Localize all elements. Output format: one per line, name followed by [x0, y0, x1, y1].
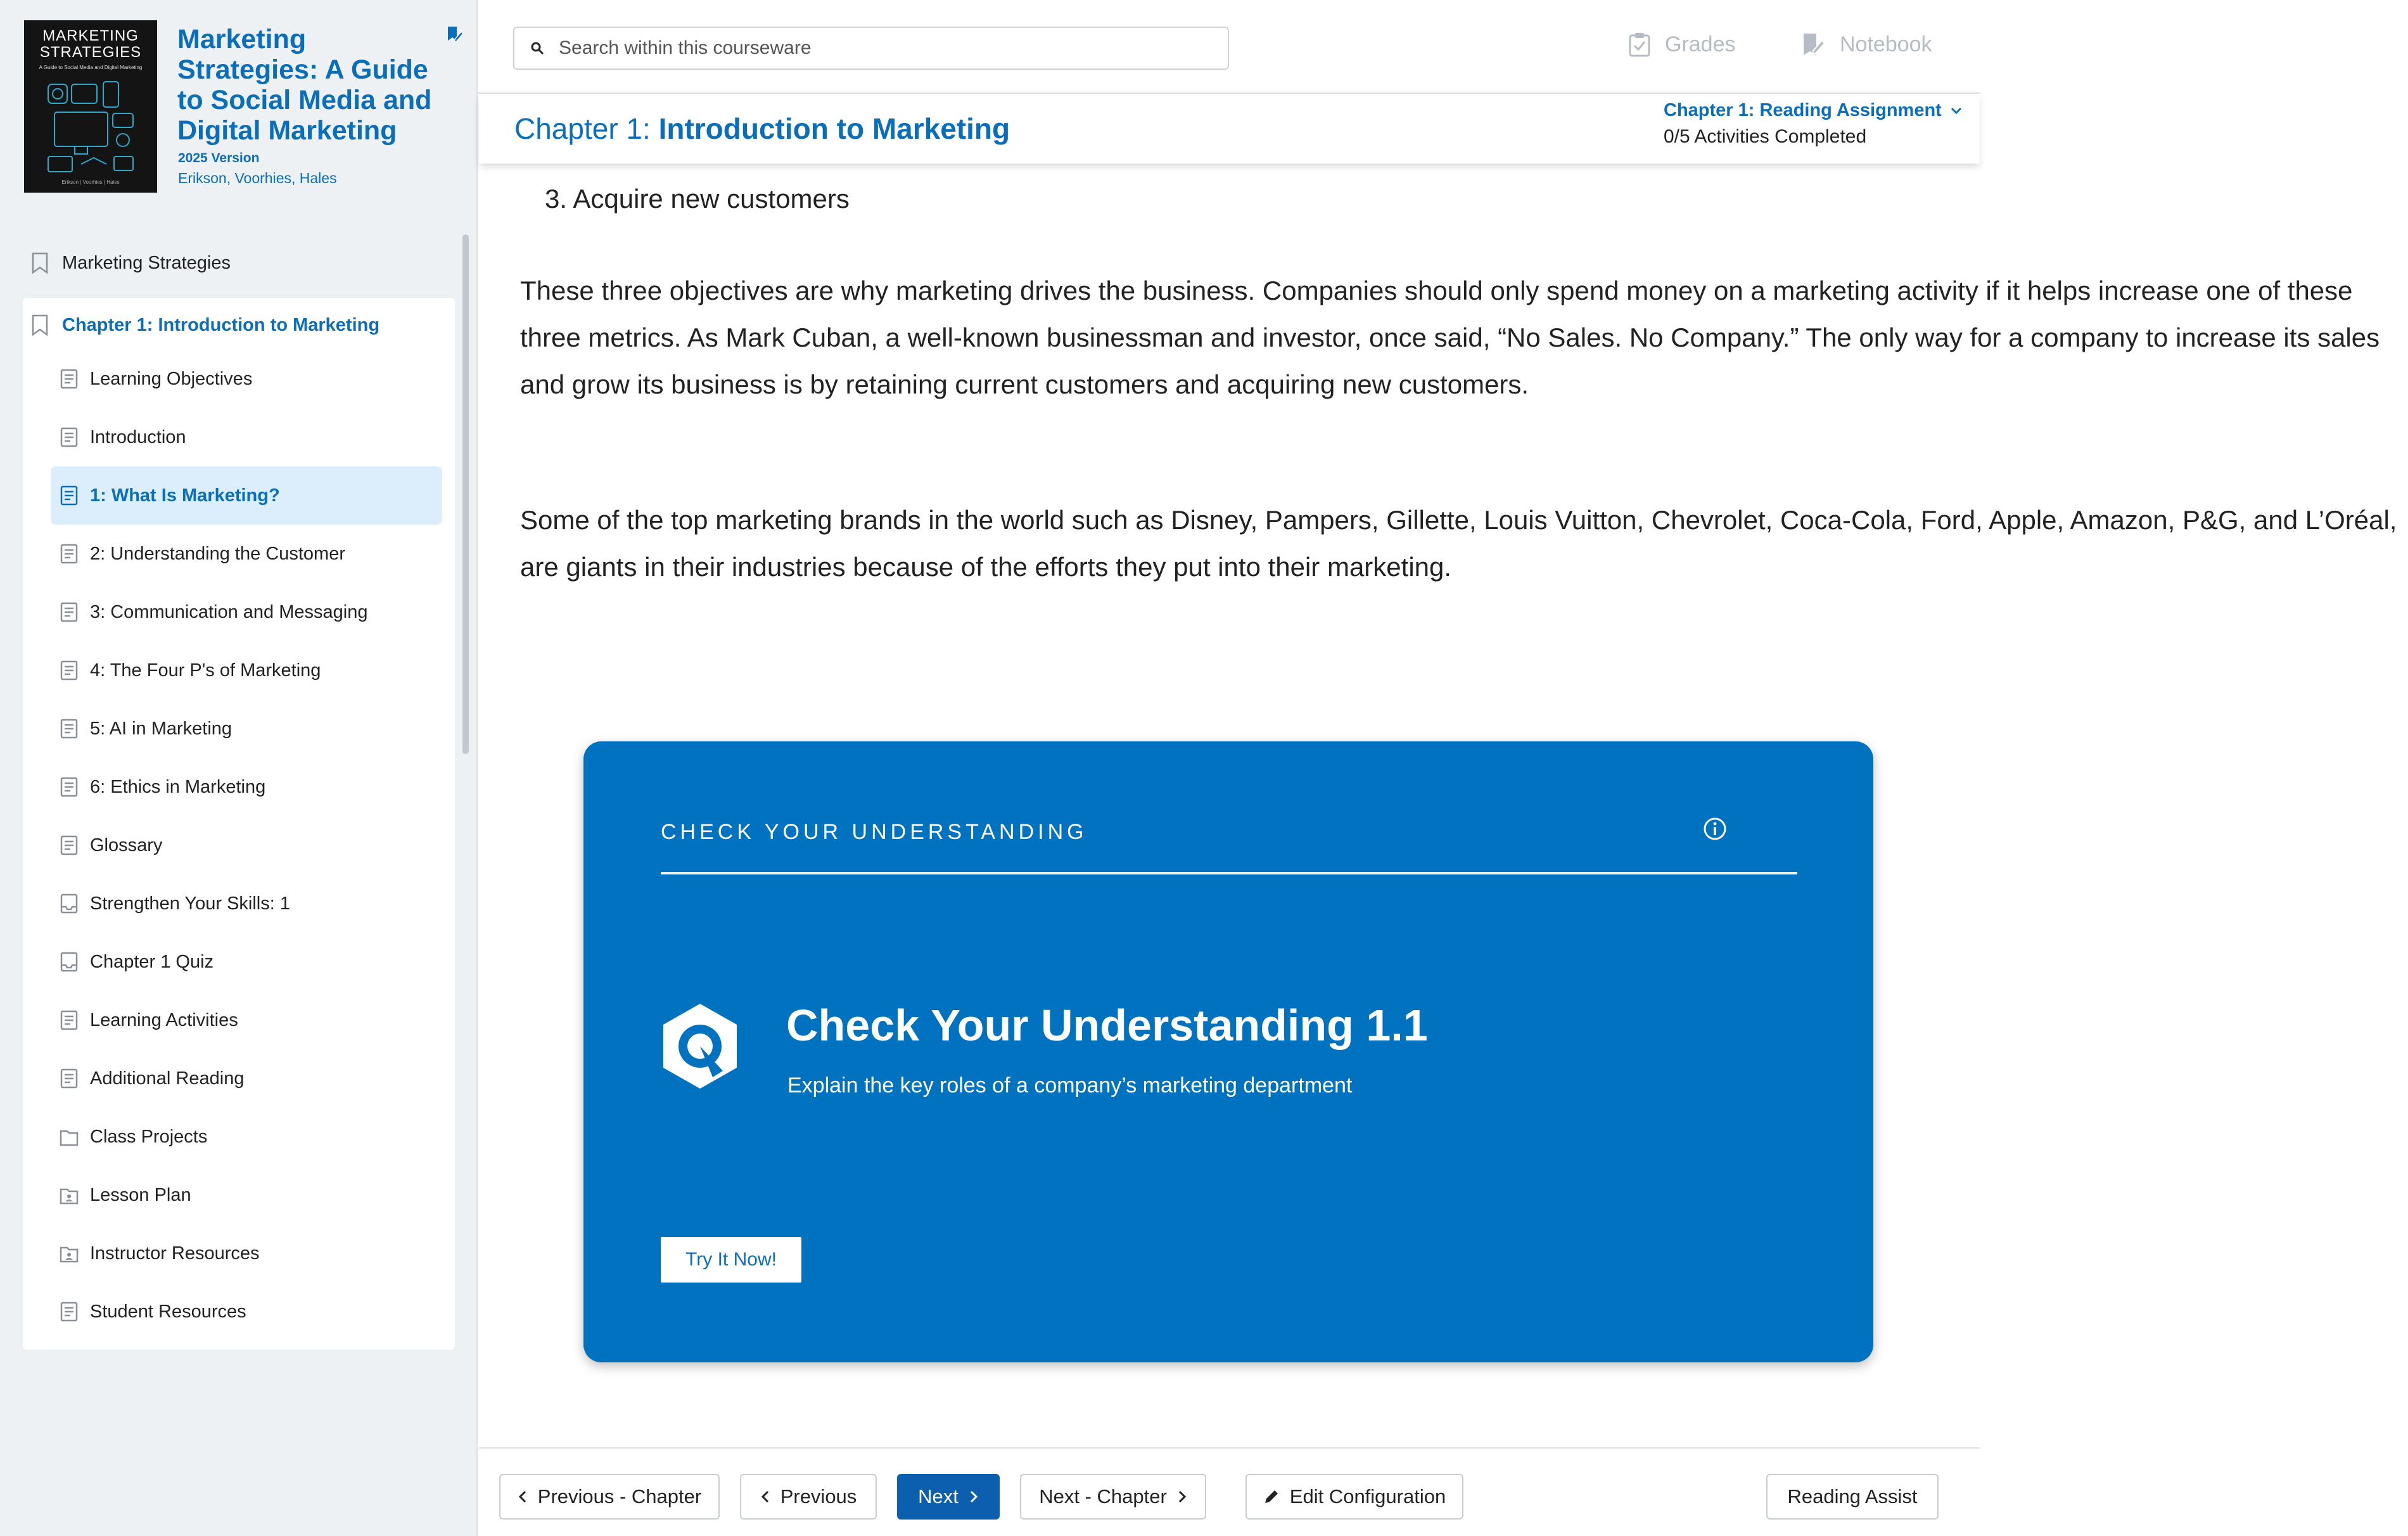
toc-item[interactable]	[51, 1108, 442, 1166]
toc-item-label: Strengthen Your Skills: 1	[90, 893, 290, 914]
card-title: Check Your Understanding 1.1	[786, 1001, 1428, 1050]
toc-item-label: Instructor Resources	[90, 1243, 260, 1264]
pencil-icon	[1263, 1488, 1280, 1505]
info-icon[interactable]	[1702, 816, 1728, 842]
edit-configuration-label: Edit Configuration	[1289, 1485, 1446, 1507]
page-icon	[60, 1009, 79, 1031]
chevron-left-icon	[518, 1489, 528, 1504]
search-box[interactable]	[513, 27, 1229, 70]
page-icon	[60, 776, 79, 798]
toc-item-label: Introduction	[90, 426, 186, 447]
card-eyebrow: CHECK YOUR UNDERSTANDING	[661, 820, 1088, 844]
toc-item[interactable]	[51, 991, 442, 1049]
inbox-icon	[60, 893, 79, 914]
reading-assist-button[interactable]	[1766, 1474, 1939, 1520]
page-icon	[60, 368, 79, 390]
cover-title: MARKETING STRATEGIES	[39, 27, 142, 61]
reading-assist-label: Reading Assist	[1787, 1485, 1918, 1507]
toc-item-label: Glossary	[90, 835, 163, 855]
toc-chapter-label: Chapter 1: Introduction to Marketing	[62, 314, 380, 335]
toc-item[interactable]	[51, 816, 442, 874]
inbox-icon	[60, 951, 79, 973]
folder-user-icon	[60, 1184, 79, 1206]
toc-item[interactable]	[51, 1283, 442, 1341]
notebook-label: Notebook	[1840, 32, 1932, 56]
toc-item-label: 5: AI in Marketing	[90, 718, 233, 739]
previous-label: Previous	[780, 1485, 857, 1507]
toc-item[interactable]	[51, 1166, 442, 1224]
bookmark-edit-icon[interactable]	[446, 25, 464, 44]
bookmark-icon	[30, 314, 49, 336]
toc-item[interactable]	[51, 641, 442, 700]
assignment-selector[interactable]	[1664, 100, 1962, 148]
paragraph-1: These three objectives are why marketing drives the business. Companies should only spend money on a marketing activity if it helps increase one of these three metrics. As Mark Cuban, a well-known businessman and investor, once said, “No Sales. No Company.” The only way for a company to increase its sales and grow its business is by retaining current customers and acquiring new customers.	[520, 276, 2380, 399]
toc-item[interactable]	[51, 758, 442, 816]
page-icon	[60, 660, 79, 681]
check-understanding-card	[583, 741, 1873, 1362]
book-authors: Erikson, Voorhies, Hales	[178, 170, 337, 186]
previous-chapter-button[interactable]	[499, 1474, 720, 1520]
grades-button[interactable]	[1628, 32, 1736, 57]
toc-item-label: Lesson Plan	[90, 1184, 191, 1205]
bookmark-icon	[30, 252, 49, 274]
toc-item-label: Additional Reading	[90, 1068, 245, 1089]
toc-item-label: Learning Activities	[90, 1009, 238, 1030]
toc-item[interactable]	[51, 525, 442, 583]
clipboard-check-icon	[1628, 32, 1651, 57]
grades-label: Grades	[1665, 32, 1736, 56]
assignment-progress: 0/5 Activities Completed	[1664, 126, 1867, 147]
page-icon	[60, 1301, 79, 1322]
toc-root-item[interactable]	[30, 252, 231, 274]
book-title: Marketing Strategies: A Guide to Social Media and Digital Marketing	[177, 24, 432, 146]
toc-item-label: Class Projects	[90, 1126, 208, 1147]
toc-item-label: 6: Ethics in Marketing	[90, 776, 266, 797]
folder-icon	[60, 1126, 79, 1148]
next-chapter-button[interactable]	[1020, 1474, 1206, 1520]
chevron-down-icon	[1951, 107, 1962, 115]
paragraph-2: Some of the top marketing brands in the world such as Disney, Pampers, Gillette, Louis Vuitton, Chevrolet, Coca-Cola, Ford, Apple, Amazon, P&G, and L’Oréal, are giants in their industries because of the efforts they put into their marketing.	[520, 505, 2397, 582]
chapter-prefix: Chapter 1:	[514, 112, 651, 145]
book-cover[interactable]	[24, 20, 157, 193]
toc-item[interactable]	[51, 874, 442, 933]
previous-chapter-label: Previous - Chapter	[537, 1485, 702, 1507]
cover-subtitle: A Guide to Social Media and Digital Marketing	[39, 65, 143, 70]
page-icon	[60, 601, 79, 623]
toc-item-label: Chapter 1 Quiz	[90, 951, 214, 972]
toc-item[interactable]	[51, 1224, 442, 1283]
sidebar-scrollbar[interactable]	[462, 234, 469, 754]
toc-item-label: 4: The Four P's of Marketing	[90, 660, 321, 681]
toc-chapter-item[interactable]	[30, 314, 379, 336]
toc-item[interactable]	[51, 408, 442, 466]
reading-content	[479, 163, 2397, 1424]
edit-configuration-button[interactable]	[1245, 1474, 1463, 1520]
sidebar	[0, 0, 478, 1536]
toc-item[interactable]	[51, 466, 442, 525]
previous-button[interactable]	[740, 1474, 877, 1520]
toc-item-label: Learning Objectives	[90, 368, 253, 389]
notebook-button[interactable]	[1802, 32, 1932, 57]
cover-illustration	[43, 79, 138, 174]
hexagon-logo-icon	[659, 1001, 741, 1091]
folder-user-icon	[60, 1243, 79, 1264]
search-icon	[530, 41, 545, 56]
chapter-header	[479, 94, 1980, 163]
card-divider	[661, 872, 1797, 874]
toc-item-label: 2: Understanding the Customer	[90, 543, 345, 564]
next-chapter-label: Next - Chapter	[1039, 1485, 1167, 1507]
page-icon	[60, 485, 79, 506]
toc-item[interactable]	[51, 933, 442, 991]
top-bar	[478, 0, 1980, 94]
next-label: Next	[918, 1485, 959, 1507]
chapter-name: Introduction to Marketing	[658, 112, 1010, 145]
toc-item[interactable]	[51, 583, 442, 641]
page-icon	[60, 718, 79, 739]
assignment-title: Chapter 1: Reading Assignment	[1664, 100, 1942, 120]
page-icon	[60, 543, 79, 565]
notebook-icon	[1802, 32, 1826, 57]
toc-item-label: Student Resources	[90, 1301, 246, 1322]
toc-item[interactable]	[51, 350, 442, 408]
search-input[interactable]	[557, 37, 1228, 60]
page-icon	[60, 426, 79, 448]
footer-nav	[479, 1447, 1980, 1536]
toc-item[interactable]	[51, 1049, 442, 1108]
list-item: 3. Acquire new customers	[545, 184, 850, 214]
try-it-now-button[interactable]: Try It Now!	[661, 1237, 801, 1283]
chapter-title	[514, 112, 1010, 146]
toc-item[interactable]	[51, 700, 442, 758]
chevron-right-icon	[969, 1489, 979, 1504]
book-version: 2025 Version	[178, 151, 260, 165]
cover-authors: Erikson | Voorhies | Hales	[61, 179, 120, 185]
next-button[interactable]	[897, 1474, 1000, 1520]
card-subtitle: Explain the key roles of a company’s marketing department	[787, 1073, 1353, 1098]
toc-item-label: 1: What Is Marketing?	[90, 485, 280, 506]
toc-root-label: Marketing Strategies	[62, 252, 231, 273]
page-icon	[60, 835, 79, 856]
toc-item-label: 3: Communication and Messaging	[90, 601, 368, 622]
chevron-right-icon	[1177, 1489, 1187, 1504]
page-icon	[60, 1068, 79, 1089]
chevron-left-icon	[760, 1489, 770, 1504]
